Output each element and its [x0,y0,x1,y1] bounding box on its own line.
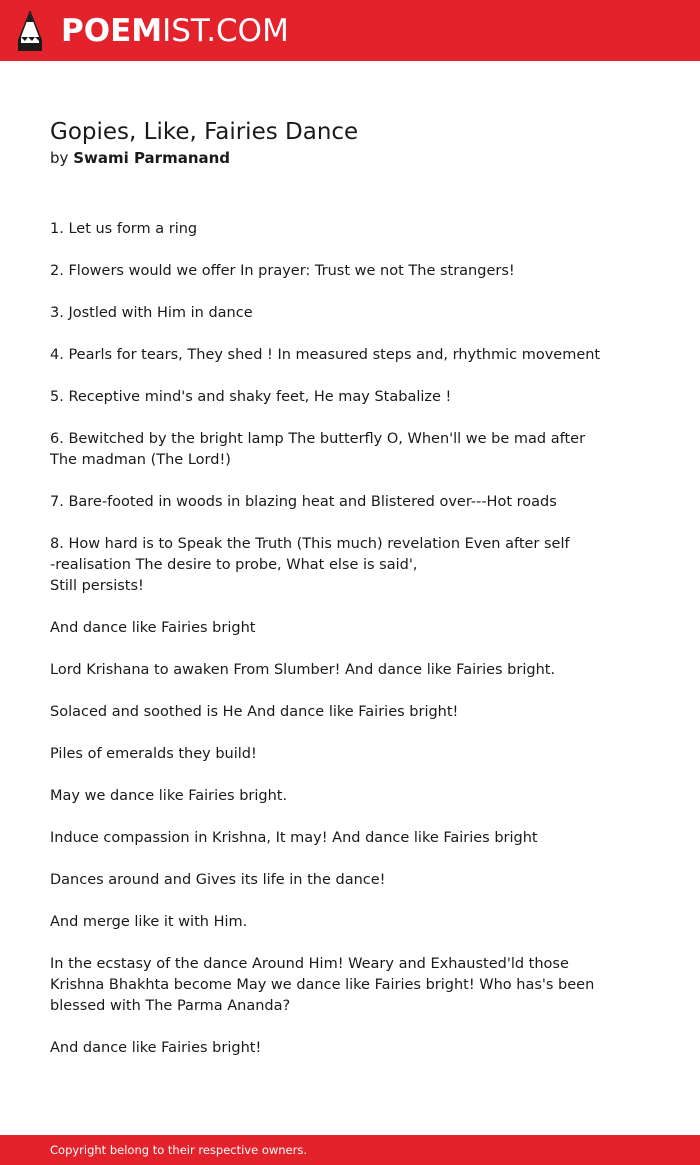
by-label: by [50,149,69,167]
stanza [50,534,580,597]
poem-line: And dance like Fairies bright [50,620,256,636]
stanza [50,261,580,282]
brand-light: IST.COM [162,13,289,49]
stanza [50,744,580,765]
poem-line: 5. Receptive mind's and shaky feet, He may Stabalize ! [50,389,452,405]
stanza [50,702,580,723]
poem-line: Solaced and soothed is He And dance like Fairies bright! [50,704,459,720]
stanza [50,912,580,933]
stanza [50,219,580,240]
poem-line: blessed with The Parma Ananda? [50,998,291,1014]
site-logo-link[interactable] [61,11,289,51]
poem-line: 3. Jostled with Him in dance [50,305,253,321]
poem-line: And dance like Fairies bright! [50,1040,262,1056]
poem-line: Still persists! [50,578,144,594]
poem-line: Piles of emeralds they build! [50,746,257,762]
stanza [50,618,580,639]
site-header [0,0,700,61]
site-footer [0,1135,700,1165]
poem-body [50,219,601,1080]
stanza [50,387,580,408]
brand-bold: POEM [61,13,163,49]
byline [50,148,230,169]
stanza [50,828,580,849]
author-name: Swami Parmanand [73,149,231,167]
poem-line: Induce compassion in Krishna, It may! And dance like Fairies bright [50,830,538,846]
stanza [50,492,580,513]
stanza [50,303,580,324]
poem-title: Gopies, Like, Fairies Dance [50,119,359,145]
poem-line: 1. Let us form a ring [50,221,198,237]
pencil-tip-icon[interactable] [17,9,43,52]
poem-line: 8. How hard is to Speak the Truth (This much) revelation Even after self [50,536,570,552]
poem-line: In the ecstasy of the dance Around Him! Weary and Exhausted'ld those [50,956,569,972]
stanza [50,1038,580,1059]
stanza [50,345,601,366]
stanza [50,954,595,1017]
stanza [50,786,580,807]
stanza [50,870,580,891]
poem-line: 4. Pearls for tears, They shed ! In measured steps and, rhythmic movement [50,347,601,363]
poem-line: Lord Krishana to awaken From Slumber! And dance like Fairies bright. [50,662,556,678]
poem-line: 2. Flowers would we offer In prayer: Trust we not The strangers! [50,263,515,279]
poem-line: -realisation The desire to probe, What else is said', [50,557,418,573]
poem-line: 6. Bewitched by the bright lamp The butterfly O, When'll we be mad after [50,431,586,447]
stanza [50,429,586,471]
copyright-notice: Copyright belong to their respective owners. [50,1143,308,1157]
poem-line: Krishna Bhakhta become May we dance like Fairies bright! Who has's been [50,977,595,993]
stanza [50,660,580,681]
poem-line: May we dance like Fairies bright. [50,788,288,804]
poem-line: 7. Bare-footed in woods in blazing heat and Blistered over---Hot roads [50,494,557,510]
poem-line: The madman (The Lord!) [50,452,231,468]
poem-line: And merge like it with Him. [50,914,248,930]
poem-line: Dances around and Gives its life in the dance! [50,872,386,888]
